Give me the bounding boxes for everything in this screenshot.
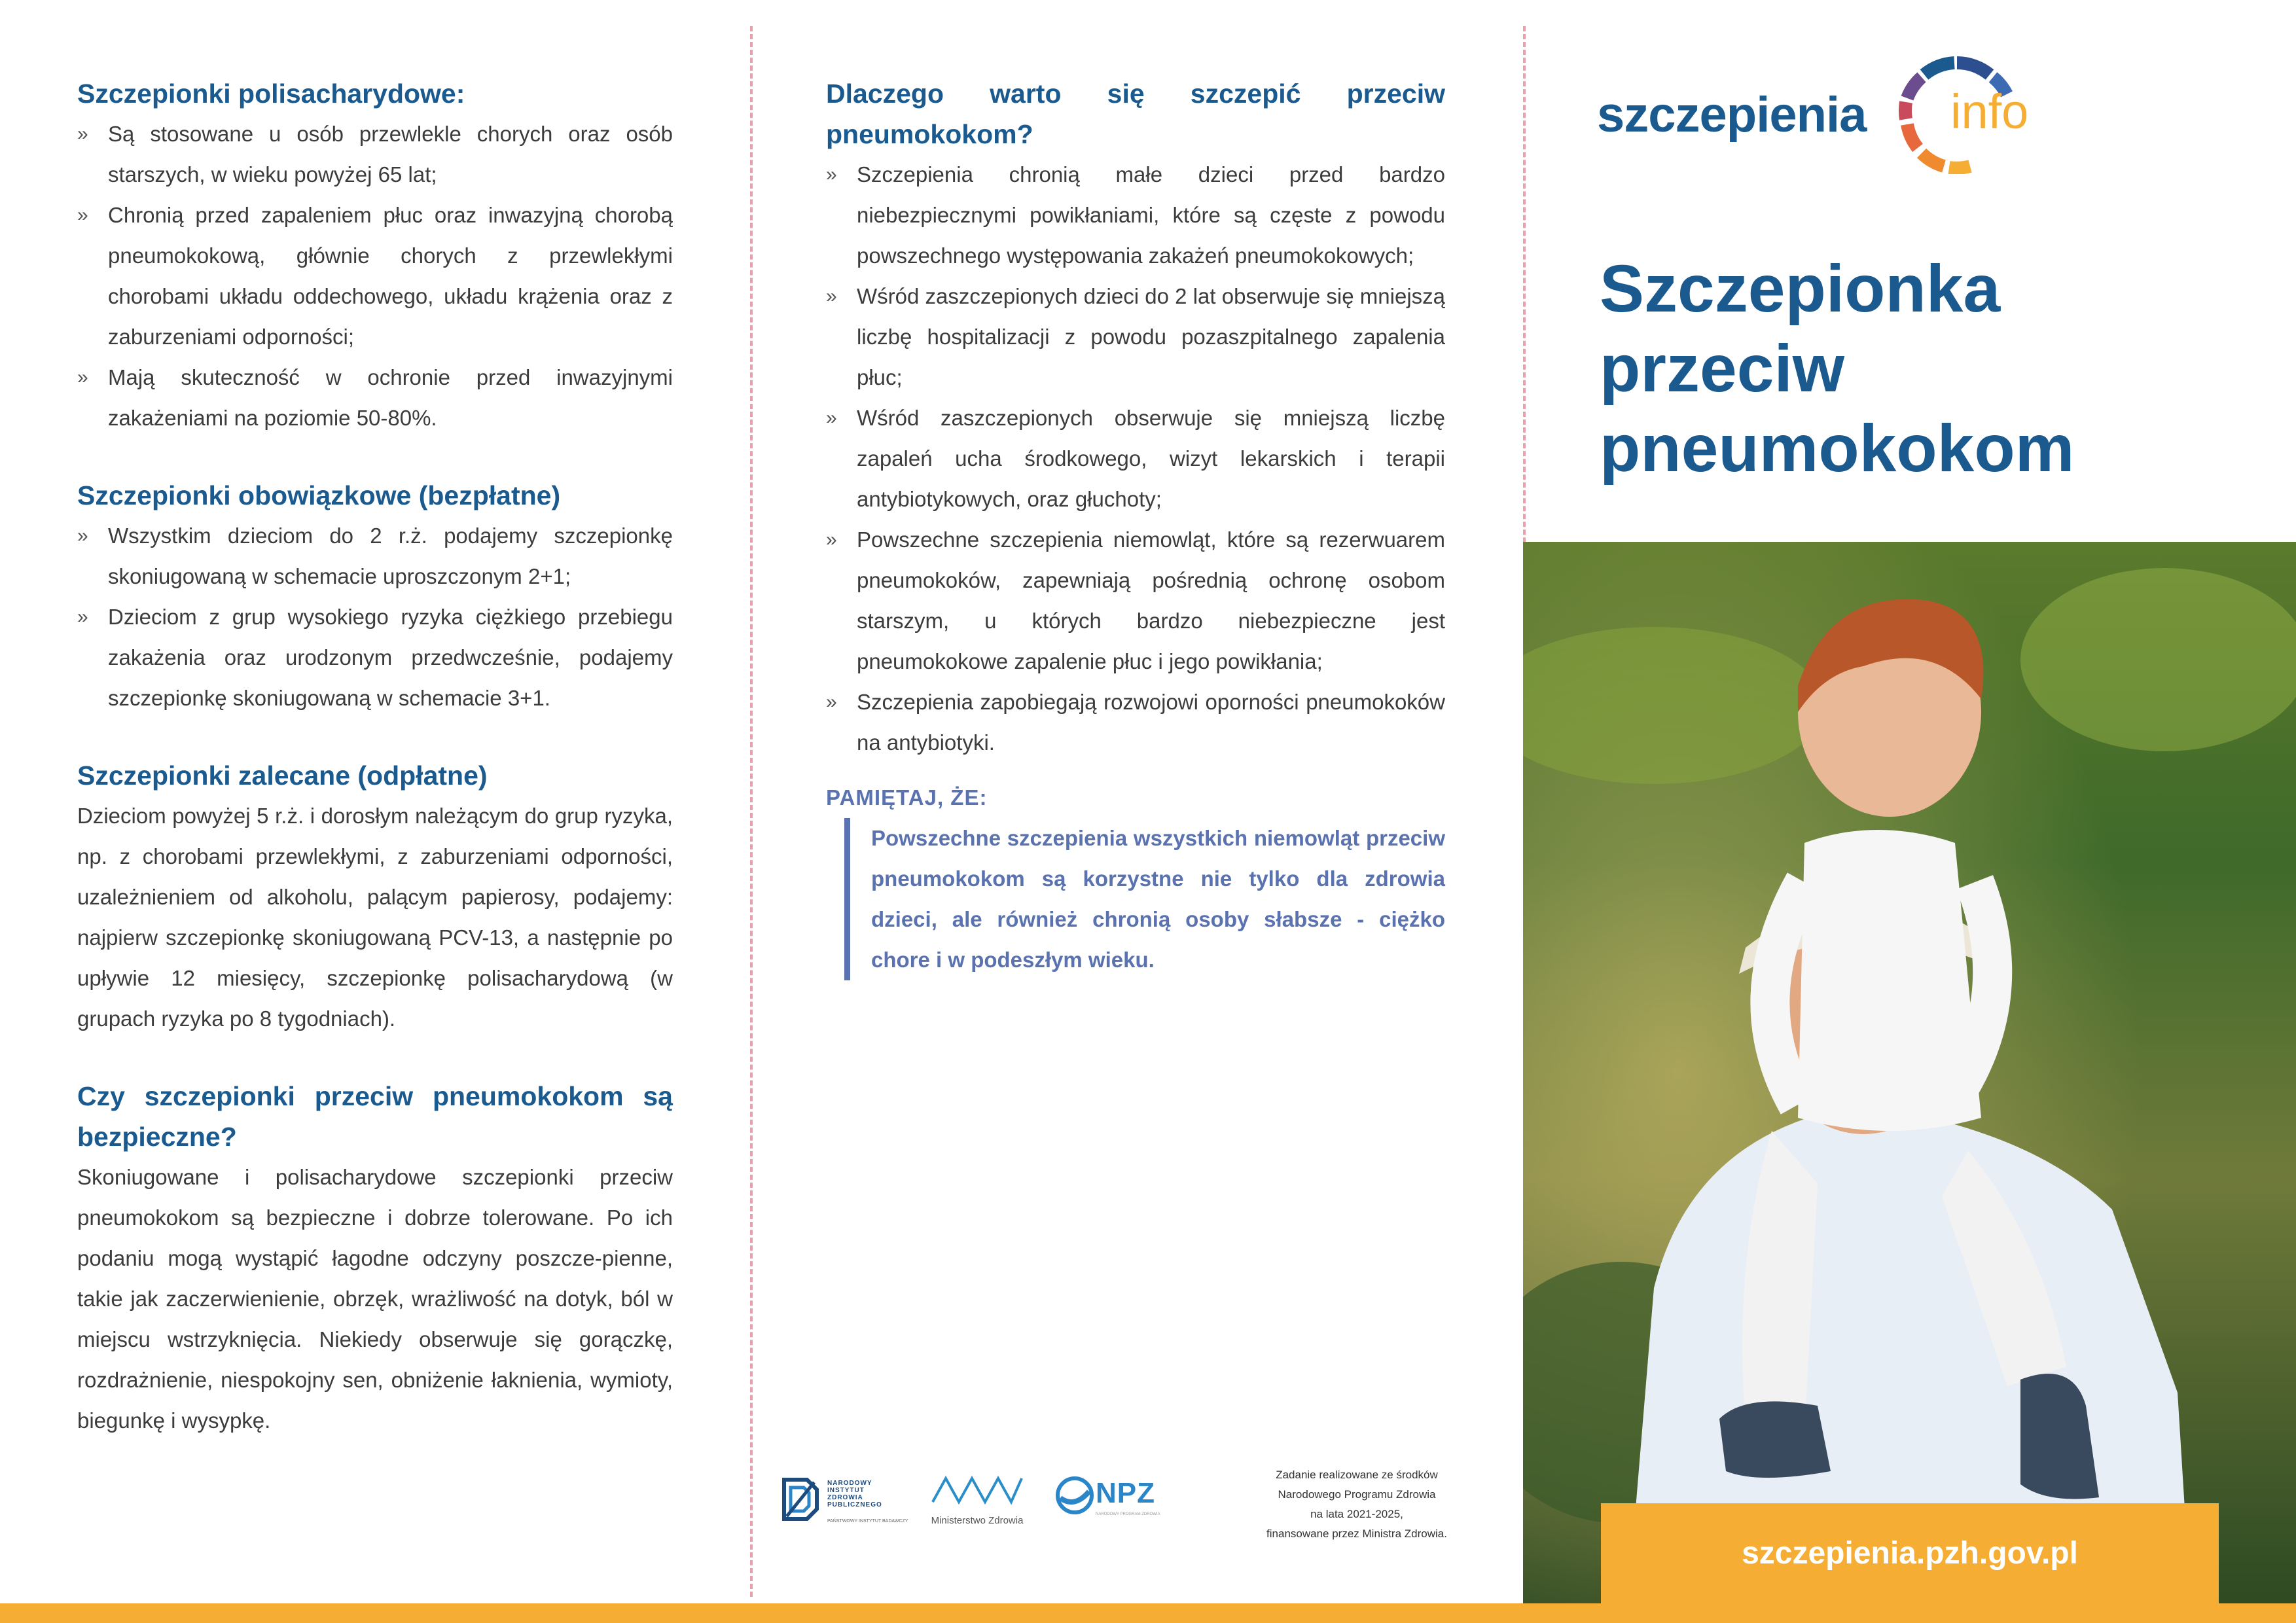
polysaccharide-list: [77, 114, 673, 438]
list-item: » Chronią przed zapaleniem płuc oraz inwazyjną chorobą pneumokokową, głównie chorych z przewlekłymi chorobami układu oddechowego, układu krążenia oraz z zaburzeniami odporności;: [77, 195, 673, 357]
brand-word: szczepienia: [1597, 87, 1867, 143]
nizp-logo: [778, 1473, 908, 1532]
ministry-caption: Ministerstwo Zdrowia: [931, 1515, 1024, 1526]
section-title-why: Dlaczego warto się szczepić przeciw pneumokokom?: [826, 79, 1445, 149]
cover-title-line: przeciw: [1600, 331, 1845, 406]
ministry-of-health-logo: [925, 1469, 1030, 1535]
website-url[interactable]: szczepienia.pzh.gov.pl: [1742, 1536, 2078, 1571]
ministry-icon: [925, 1469, 1030, 1512]
mandatory-list: [77, 516, 673, 719]
list-item: » Szczepienia zapobiegają rozwojowi oporności pneumokoków na antybiotyki.: [826, 682, 1445, 763]
npz-icon: [1055, 1476, 1094, 1515]
nizp-icon: [778, 1473, 823, 1525]
list-item: » Powszechne szczepienia niemowląt, które są rezerwuarem pneumokoków, zapewniają pośrednią ochronę osobom starszym, u których bardzo niebezpieczne jest pneumokokowe zapalenie płuc i jego powikłania;: [826, 520, 1445, 682]
remember-text: Powszechne szczepienia wszystkich niemowląt przeciw pneumokokom są korzystne nie tylko dla zdrowia dzieci, ale również chronią osoby słabsze - ciężko chore i w podeszłym wieku.: [871, 826, 1445, 972]
recommended-text: Dzieciom powyżej 5 r.ż. i dorosłym należącym do grup ryzyka, np. z chorobami przewlekłymi, z zaburzeniami odporności, uzależnieniem od alkoholu, palącym papierosy, podajemy: najpierw szczepionkę skoniugowaną PCV-13, a następnie po upływie 12 miesięcy, szczepionkę polisacharydową (w grupach ryzyka po 8 tygodniach).: [77, 804, 673, 1031]
grandfather-child-illustration: [1523, 542, 2296, 1603]
website-banner: [1601, 1503, 2219, 1603]
section-title-mandatory: Szczepionki obowiązkowe (bezpłatne): [77, 480, 561, 510]
safety-text: Skoniugowane i polisacharydowe szczepionki przeciw pneumokokom są bezpieczne i dobrze tolerowane. Po ich podaniu mogą wystąpić łagodne odczyny poszcze-pienne, takie jak zaczerwienienie, obrzęk, wrażliwość na dotyk, ból w miejscu wstrzyknięcia. Niekiedy obserwuje się gorączkę, rozdrażnienie, niespokojny sen, obniżenie łaknienia, wymioty, biegunkę i wysypkę.: [77, 1165, 673, 1433]
nizp-subtext: PAŃSTWOWY INSTYTUT BADAWCZY: [827, 1519, 908, 1524]
why-list: [826, 154, 1445, 763]
cover-photo: [1523, 542, 2296, 1603]
section-title-safety: Czy szczepionki przeciw pneumokokom są bezpieczne?: [77, 1081, 673, 1152]
nizp-text: NARODOWY INSTYTUT ZDROWIA PUBLICZNEGO: [827, 1480, 882, 1508]
list-item: » Wśród zaszczepionych obserwuje się mniejszą liczbę zapaleń ucha środkowego, wizyt lekarskich i terapii antybiotykowych, oraz głuchoty;: [826, 398, 1445, 520]
cover-title-line: pneumokokom: [1600, 411, 2075, 486]
remember-title: PAMIĘTAJ, ŻE:: [826, 785, 988, 810]
bottom-accent-bar: [0, 1603, 2296, 1623]
section-title-recommended: Szczepionki zalecane (odpłatne): [77, 760, 488, 791]
cover-title-line: Szczepionka: [1600, 251, 2001, 326]
list-item: » Mają skuteczność w ochronie przed inwazyjnymi zakażeniami na poziomie 50-80%.: [77, 357, 673, 438]
brand-info: info: [1950, 84, 2029, 139]
list-item: » Szczepienia chronią małe dzieci przed bardzo niebezpiecznymi powikłaniami, które są częste z powodu powszechnego występowania zakażeń pneumokokowych;: [826, 154, 1445, 276]
funding-note: Zadanie realizowane ze środków Narodowego Programu Zdrowia na lata 2021-2025, finansowane przez Ministra Zdrowia.: [1266, 1469, 1447, 1540]
remember-callout: [844, 818, 1445, 980]
section-title-polysaccharide: Szczepionki polisacharydowe:: [77, 79, 465, 109]
npz-subtext: NARODOWY PROGRAM ZDROWIA: [1096, 1512, 1160, 1516]
cover-title: [1600, 249, 2189, 488]
panel-left: [77, 73, 673, 1441]
sponsor-logos: [778, 1469, 1484, 1541]
panel-middle: [826, 73, 1445, 980]
list-item: » Wśród zaszczepionych dzieci do 2 lat obserwuje się mniejszą liczbę hospitalizacji z powodu pozaszpitalnego zapalenia płuc;: [826, 276, 1445, 398]
list-item: » Dzieciom z grup wysokiego ryzyka ciężkiego przebiegu zakażenia oraz urodzonym przedwcześnie, podajemy szczepionkę skoniugowaną w schemacie 3+1.: [77, 597, 673, 719]
list-item: » Są stosowane u osób przewlekle chorych oraz osób starszych, w wieku powyżej 65 lat;: [77, 114, 673, 195]
npz-logo: [1055, 1476, 1166, 1535]
brand-logo: [1597, 56, 2055, 187]
list-item: » Wszystkim dzieciom do 2 r.ż. podajemy szczepionkę skoniugowaną w schemacie uproszczonym 2+1;: [77, 516, 673, 597]
npz-label: NPZ: [1096, 1477, 1155, 1509]
fold-line-left: [750, 26, 753, 1597]
